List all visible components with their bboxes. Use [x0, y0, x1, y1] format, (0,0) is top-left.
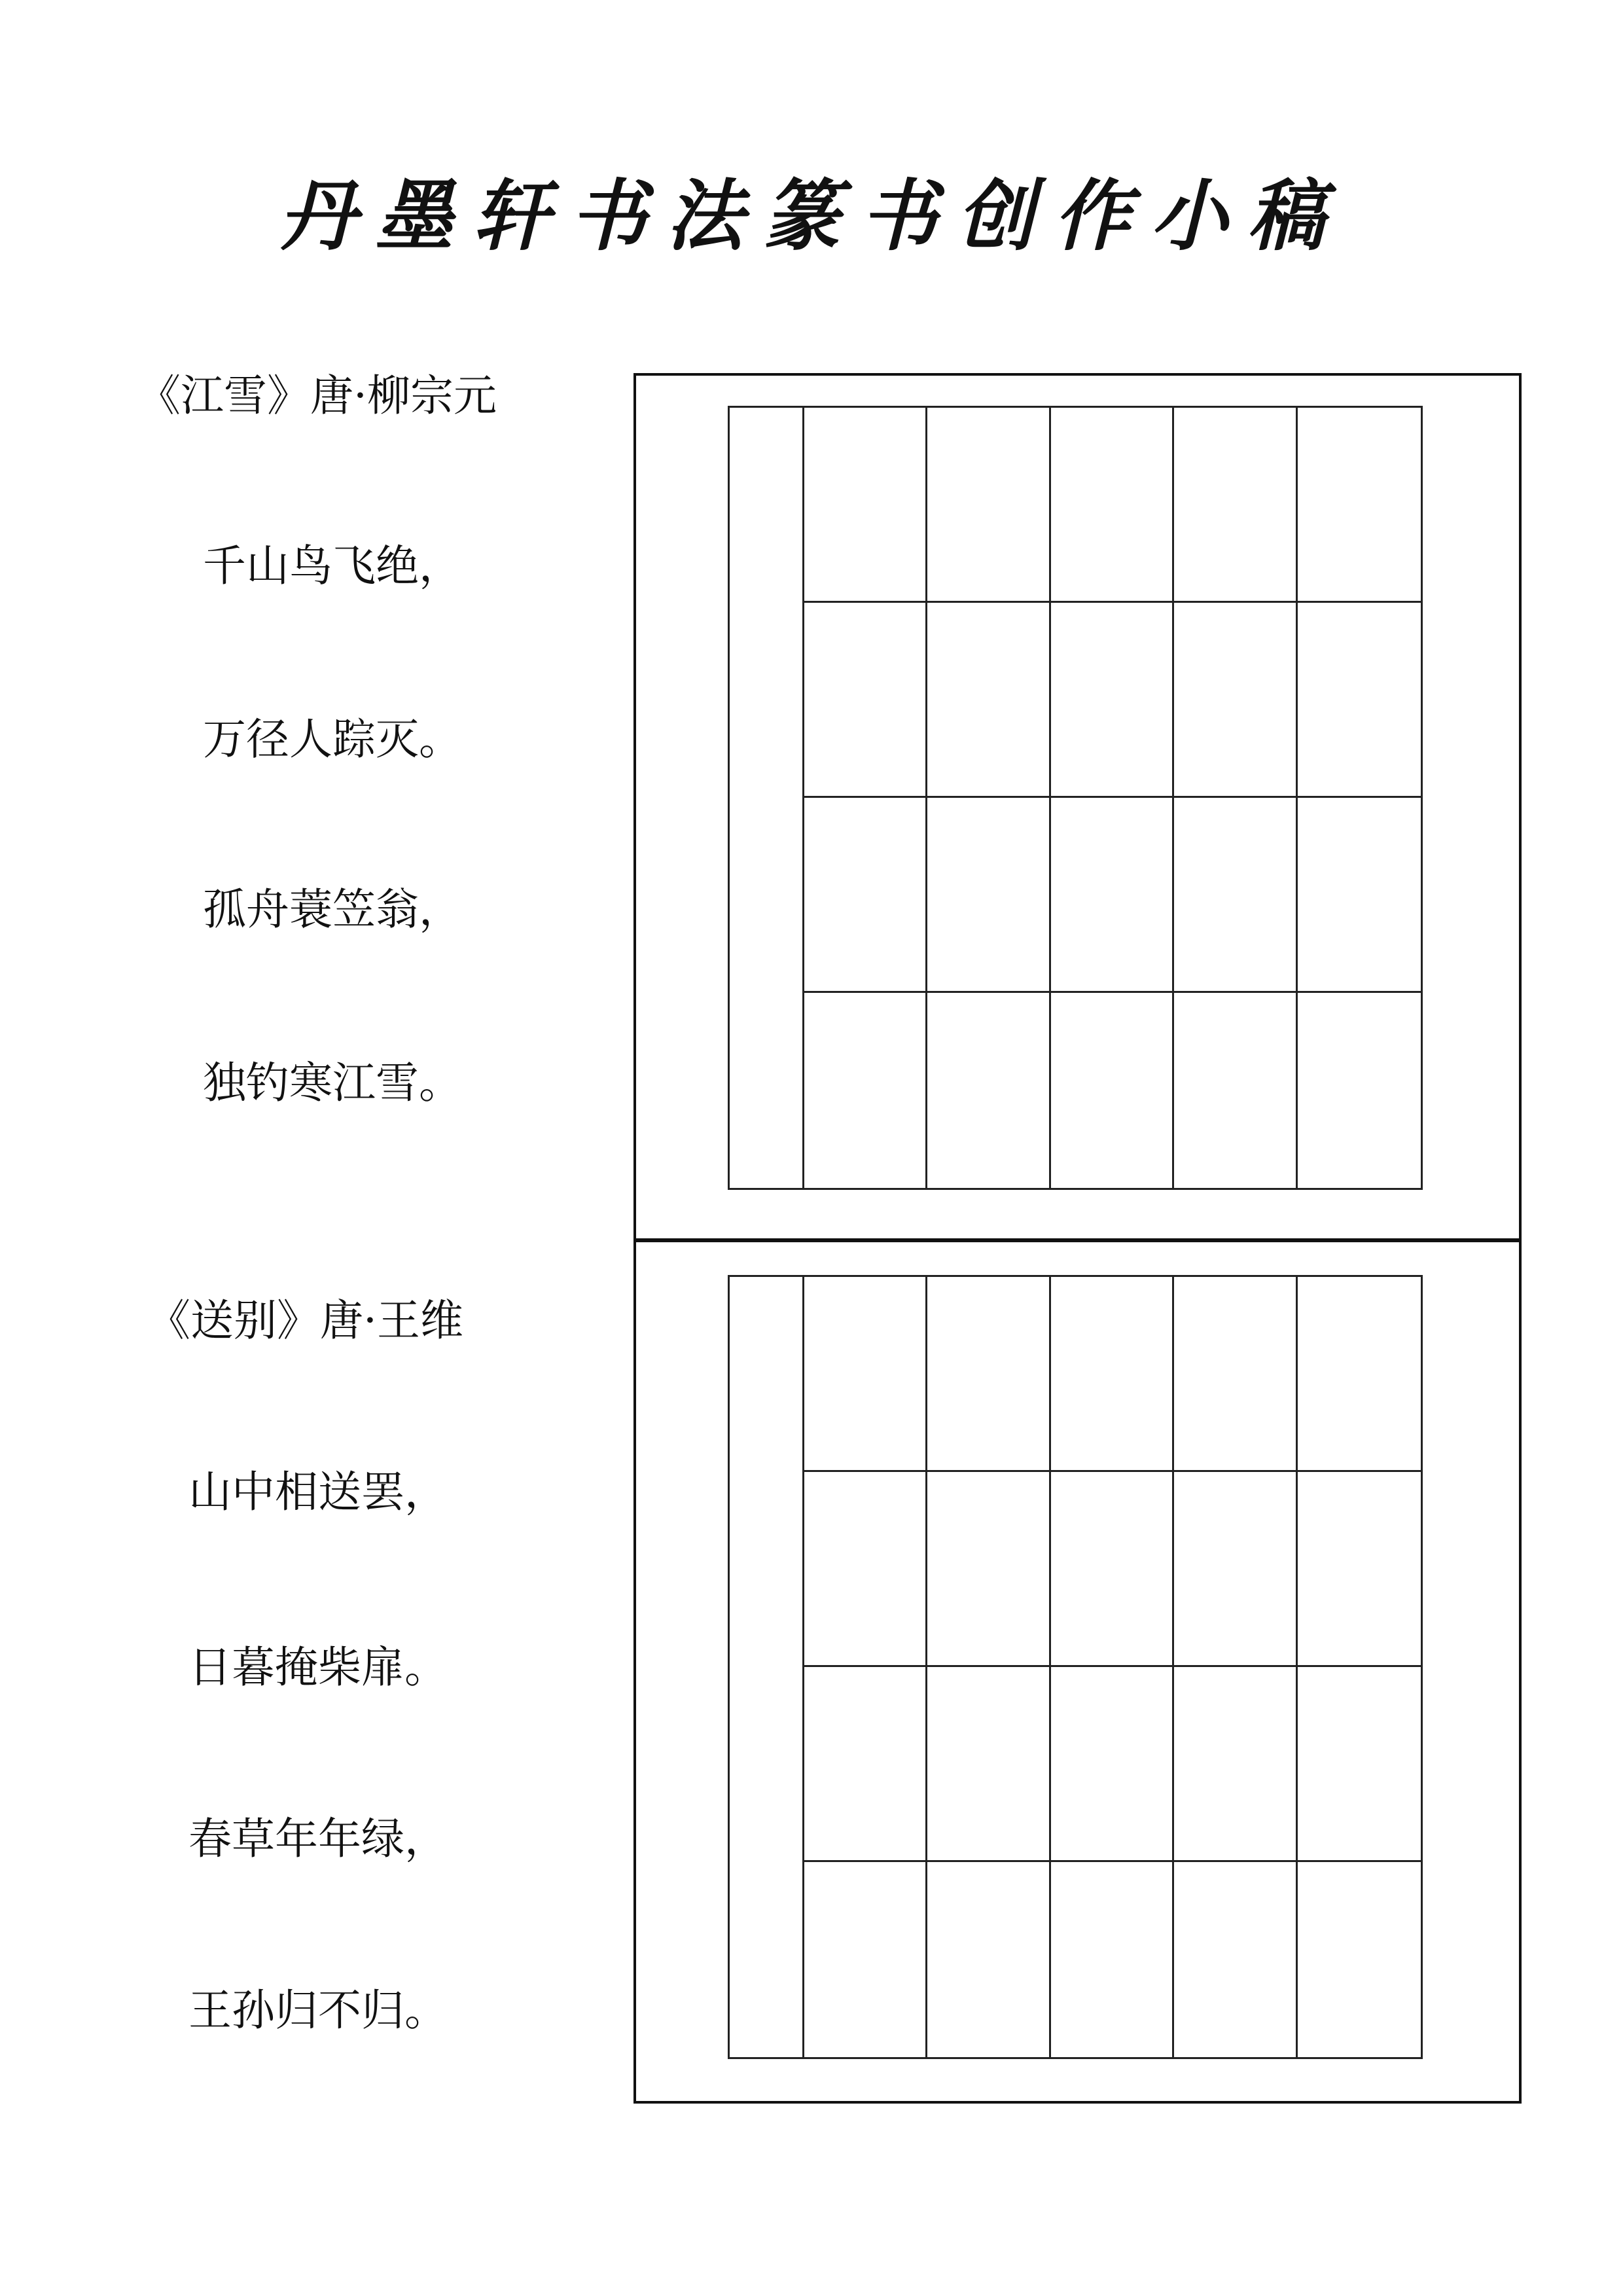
grid-cell — [1174, 603, 1297, 798]
grid-cell — [1298, 603, 1421, 798]
poem-1-line-3: 孤舟蓑笠翁， — [203, 884, 462, 935]
signature-column — [730, 408, 804, 1188]
practice-sheet-2 — [633, 1240, 1522, 2104]
grid-cell — [1051, 1667, 1174, 1862]
grid-cell — [927, 603, 1050, 798]
grid-cell — [804, 993, 927, 1188]
grid-cell — [1051, 993, 1174, 1188]
grid-cell — [1298, 1277, 1421, 1472]
grid-cell — [1051, 798, 1174, 993]
grid-cell — [927, 1472, 1050, 1667]
grid-cell — [1051, 603, 1174, 798]
grid-cell — [1174, 1472, 1297, 1667]
grid-cell — [1174, 798, 1297, 993]
poem-1-line-1: 千山鸟飞绝， — [203, 541, 462, 591]
poem-2-line-1: 山中相送罢， — [188, 1467, 448, 1517]
page-title: 丹墨轩书法篆书创作小稿 — [278, 170, 1344, 261]
grid-cell — [1298, 993, 1421, 1188]
grid-cell — [1174, 1277, 1297, 1472]
grid-cell — [927, 1862, 1050, 2057]
grid-cell — [804, 1862, 927, 2057]
grid-cell — [927, 798, 1050, 993]
grid-cell — [804, 1472, 927, 1667]
grid-cell — [804, 603, 927, 798]
grid-cell — [927, 1277, 1050, 1472]
grid-cell — [1051, 1472, 1174, 1667]
grid-cell — [1298, 798, 1421, 993]
poem-2-line-2: 日暮掩柴扉。 — [188, 1642, 448, 1693]
grid-cell — [1298, 408, 1421, 603]
grid-cell — [1298, 1862, 1421, 2057]
grid-cell — [1051, 1862, 1174, 2057]
poem-1-line-4: 独钓寒江雪。 — [203, 1058, 462, 1108]
grid-cell — [1174, 408, 1297, 603]
grid-cell — [1174, 1667, 1297, 1862]
grid-cell — [1298, 1667, 1421, 1862]
grid-cell — [1051, 408, 1174, 603]
poem-1-line-2: 万径人踪灭。 — [203, 714, 462, 764]
grid-cell — [1298, 1472, 1421, 1667]
grid-cell — [927, 408, 1050, 603]
practice-sheet-1 — [633, 373, 1522, 1241]
signature-column — [730, 1277, 804, 2057]
poem-2-heading: 《送别》唐·王维 — [147, 1295, 463, 1346]
grid-cell — [1051, 1277, 1174, 1472]
poem-2-line-4: 王孙归不归。 — [188, 1985, 448, 2036]
poem-2-line-3: 春草年年绿， — [188, 1814, 448, 1864]
grid-cells — [804, 1277, 1421, 2057]
practice-grid-2 — [728, 1275, 1423, 2059]
grid-cell — [1174, 1862, 1297, 2057]
practice-grid-1 — [728, 406, 1423, 1190]
grid-cells — [804, 408, 1421, 1188]
grid-cell — [804, 408, 927, 603]
grid-cell — [927, 993, 1050, 1188]
grid-cell — [804, 1277, 927, 1472]
grid-cell — [927, 1667, 1050, 1862]
grid-cell — [1174, 993, 1297, 1188]
grid-cell — [804, 1667, 927, 1862]
grid-cell — [804, 798, 927, 993]
poem-1-heading: 《江雪》唐·柳宗元 — [137, 370, 497, 421]
